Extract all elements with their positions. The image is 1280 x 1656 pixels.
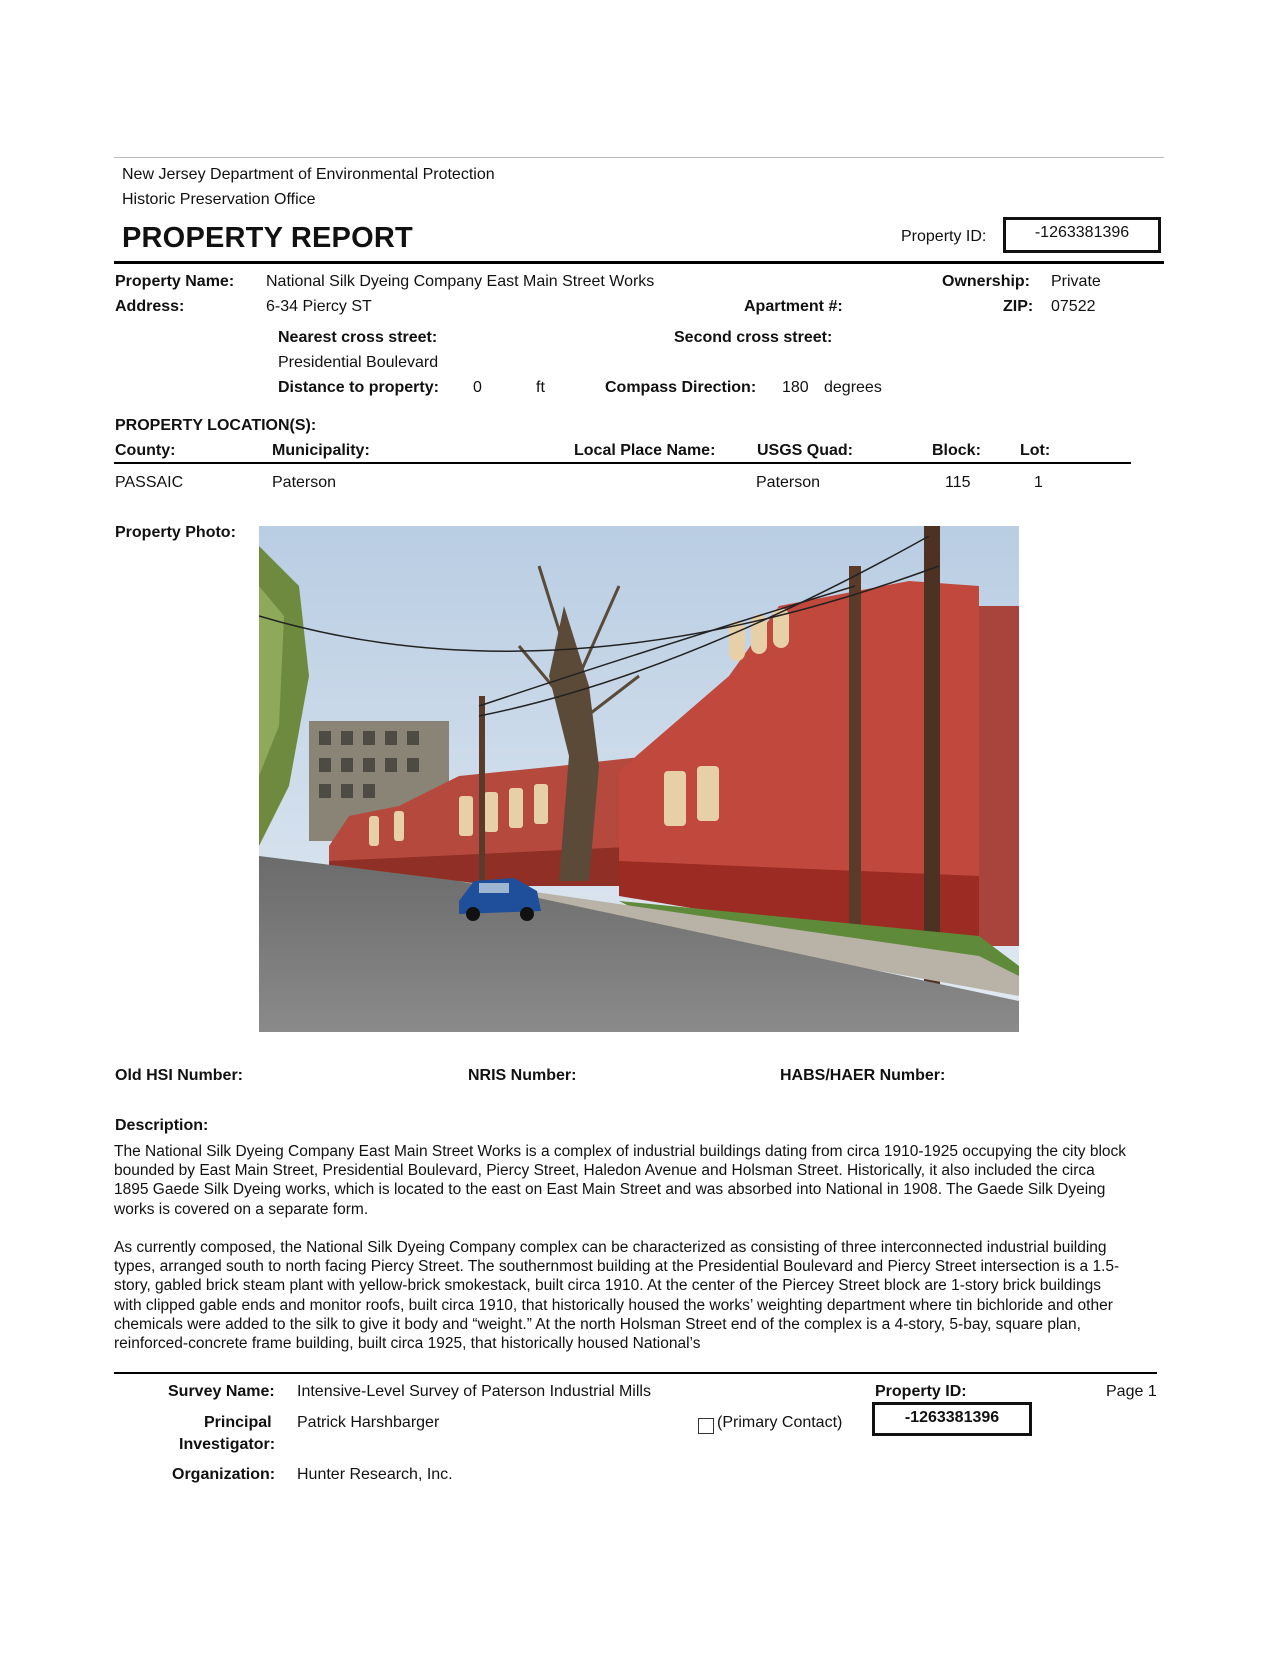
compass-value: 180 <box>782 379 809 396</box>
primary-contact-label: (Primary Contact) <box>717 1414 843 1431</box>
address-value: 6-34 Piercy ST <box>266 298 372 315</box>
footer-rule <box>114 1372 1157 1374</box>
locations-heading: PROPERTY LOCATION(S): <box>115 417 317 434</box>
principal-investigator-label-2: Investigator: <box>179 1436 276 1453</box>
principal-investigator-value: Patrick Harshbarger <box>297 1414 440 1431</box>
ownership-label: Ownership: <box>942 273 1031 290</box>
old-hsi-label: Old HSI Number: <box>115 1067 244 1084</box>
office-name: Historic Preservation Office <box>122 191 316 208</box>
col-lot: Lot: <box>1020 442 1051 459</box>
distance-label: Distance to property: <box>278 379 439 396</box>
survey-name-label: Survey Name: <box>168 1383 275 1400</box>
header-rule <box>114 261 1164 264</box>
principal-investigator-label-1: Principal <box>204 1414 272 1431</box>
col-local-place: Local Place Name: <box>574 442 716 459</box>
page-title: PROPERTY REPORT <box>122 222 413 254</box>
col-usgs-quad: USGS Quad: <box>757 442 854 459</box>
property-photo <box>259 526 1019 1032</box>
col-county: County: <box>115 442 176 459</box>
address-label: Address: <box>115 298 185 315</box>
col-block: Block: <box>932 442 981 459</box>
row-block: 115 <box>945 474 971 491</box>
property-name-label: Property Name: <box>115 273 235 290</box>
property-id-label: Property ID: <box>901 228 987 245</box>
second-cross-street-label: Second cross street: <box>674 329 833 346</box>
primary-contact-checkbox[interactable] <box>698 1418 714 1434</box>
row-lot: 1 <box>1034 474 1043 491</box>
agency-name: New Jersey Department of Environmental Protection <box>122 166 495 183</box>
ownership-value: Private <box>1051 273 1101 290</box>
organization-value: Hunter Research, Inc. <box>297 1466 453 1483</box>
compass-label: Compass Direction: <box>605 379 757 396</box>
distance-value: 0 <box>473 379 482 396</box>
compass-unit: degrees <box>824 379 882 396</box>
page-number: Page 1 <box>1106 1383 1157 1400</box>
col-municipality: Municipality: <box>272 442 370 459</box>
footer-property-id-box: -1263381396 <box>872 1402 1032 1436</box>
property-id-box: -1263381396 <box>1003 217 1161 253</box>
nris-label: NRIS Number: <box>468 1067 577 1084</box>
description-paragraph-2: As currently composed, the National Silk Dyeing Company complex can be characterized as consisting of three interconnected industrial building types, arranged south to north facing Piercy Street. The southernmost building at the Presidential Boulevard and Piercy Street intersection is a 1.5-story, gabled brick steam plant with yellow-brick smokestack, built circa 1910. At the center of the Piercey Street block are 1-story brick buildings with clipped gable ends and monitor roofs, built circa 1910, that historically housed the works’ weighting department where tin bichloride and other chemicals were added to the silk to give it body and “weight.” At the north Holsman Street end of the complex is a 4-story, 5-bay, square plan, reinforced-concrete frame building, built circa 1925, that historically housed National’s <box>114 1239 1120 1353</box>
habs-haer-label: HABS/HAER Number: <box>780 1067 946 1084</box>
footer-property-id-label: Property ID: <box>875 1383 967 1400</box>
apartment-label: Apartment #: <box>744 298 843 315</box>
distance-unit: ft <box>536 379 545 396</box>
zip-label: ZIP: <box>1003 298 1034 315</box>
row-municipality: Paterson <box>272 474 337 491</box>
description-paragraph-1: The National Silk Dyeing Company East Main Street Works is a complex of industrial buildings dating from circa 1910-1925 occupying the city block bounded by East Main Street, Presidential Boulevard, Piercy Street, Haledon Avenue and Holsman Street. Historically, it also included the circa 1895 Gaede Silk Dyeing works, which is located to the east on East Main Street and was absorbed into National in 1908. The Gaede Silk Dyeing works is covered on a separate form. <box>114 1143 1127 1218</box>
zip-value: 07522 <box>1051 298 1096 315</box>
description-label: Description: <box>115 1117 209 1134</box>
row-usgs-quad: Paterson <box>756 474 821 491</box>
row-county: PASSAIC <box>115 474 184 491</box>
locations-rule <box>114 462 1131 464</box>
property-photo-label: Property Photo: <box>115 524 236 541</box>
property-name-value: National Silk Dyeing Company East Main Street Works <box>266 273 655 290</box>
nearest-cross-street-value: Presidential Boulevard <box>278 354 439 371</box>
top-rule <box>114 157 1164 158</box>
nearest-cross-street-label: Nearest cross street: <box>278 329 438 346</box>
organization-label: Organization: <box>172 1466 276 1483</box>
survey-name-value: Intensive-Level Survey of Paterson Industrial Mills <box>297 1383 651 1400</box>
